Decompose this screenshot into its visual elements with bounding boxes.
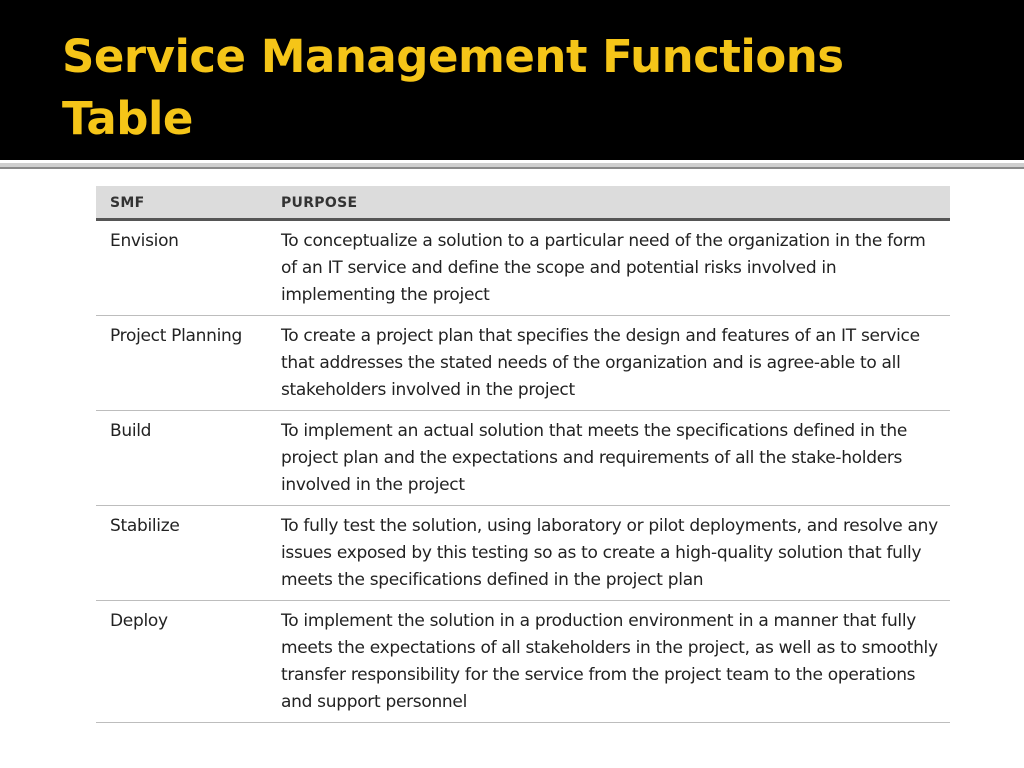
smf-cell: Build (96, 411, 267, 506)
purpose-cell: To create a project plan that specifies the design and features of an IT service that addresses the stated needs of the organization and is agree-able to all stakeholders involved in the project (267, 316, 950, 411)
smf-table (96, 186, 950, 723)
title-bar (0, 0, 1024, 160)
column-header-purpose: PURPOSE (267, 186, 950, 220)
slide-title-line-1: Service Management Functions (62, 30, 844, 83)
slide-title (62, 26, 962, 150)
smf-cell: Deploy (96, 601, 267, 723)
divider-dark-gray (0, 167, 1024, 169)
purpose-cell: To implement the solution in a production environment in a manner that fully meets the expectations of all stakeholders in the project, as well as to smoothly transfer responsibility for the service from the project team to the operations and support personnel (267, 601, 950, 723)
purpose-cell: To implement an actual solution that meets the specifications defined in the project plan and the expectations and requirements of all the stake-holders involved in the project (267, 411, 950, 506)
table-row (96, 601, 950, 723)
table-row (96, 411, 950, 506)
table-row (96, 506, 950, 601)
smf-cell: Project Planning (96, 316, 267, 411)
purpose-cell: To conceptualize a solution to a particular need of the organization in the form of an IT service and define the scope and potential risks involved in implementing the project (267, 220, 950, 316)
smf-cell: Stabilize (96, 506, 267, 601)
slide-title-line-2: Table (62, 92, 193, 145)
smf-cell: Envision (96, 220, 267, 316)
table-row (96, 316, 950, 411)
purpose-cell: To fully test the solution, using laboratory or pilot deployments, and resolve any issues exposed by this testing so as to create a high-quality solution that fully meets the specifications defined in the project plan (267, 506, 950, 601)
table-header-row (96, 186, 950, 220)
column-header-smf: SMF (96, 186, 267, 220)
table-row (96, 220, 950, 316)
